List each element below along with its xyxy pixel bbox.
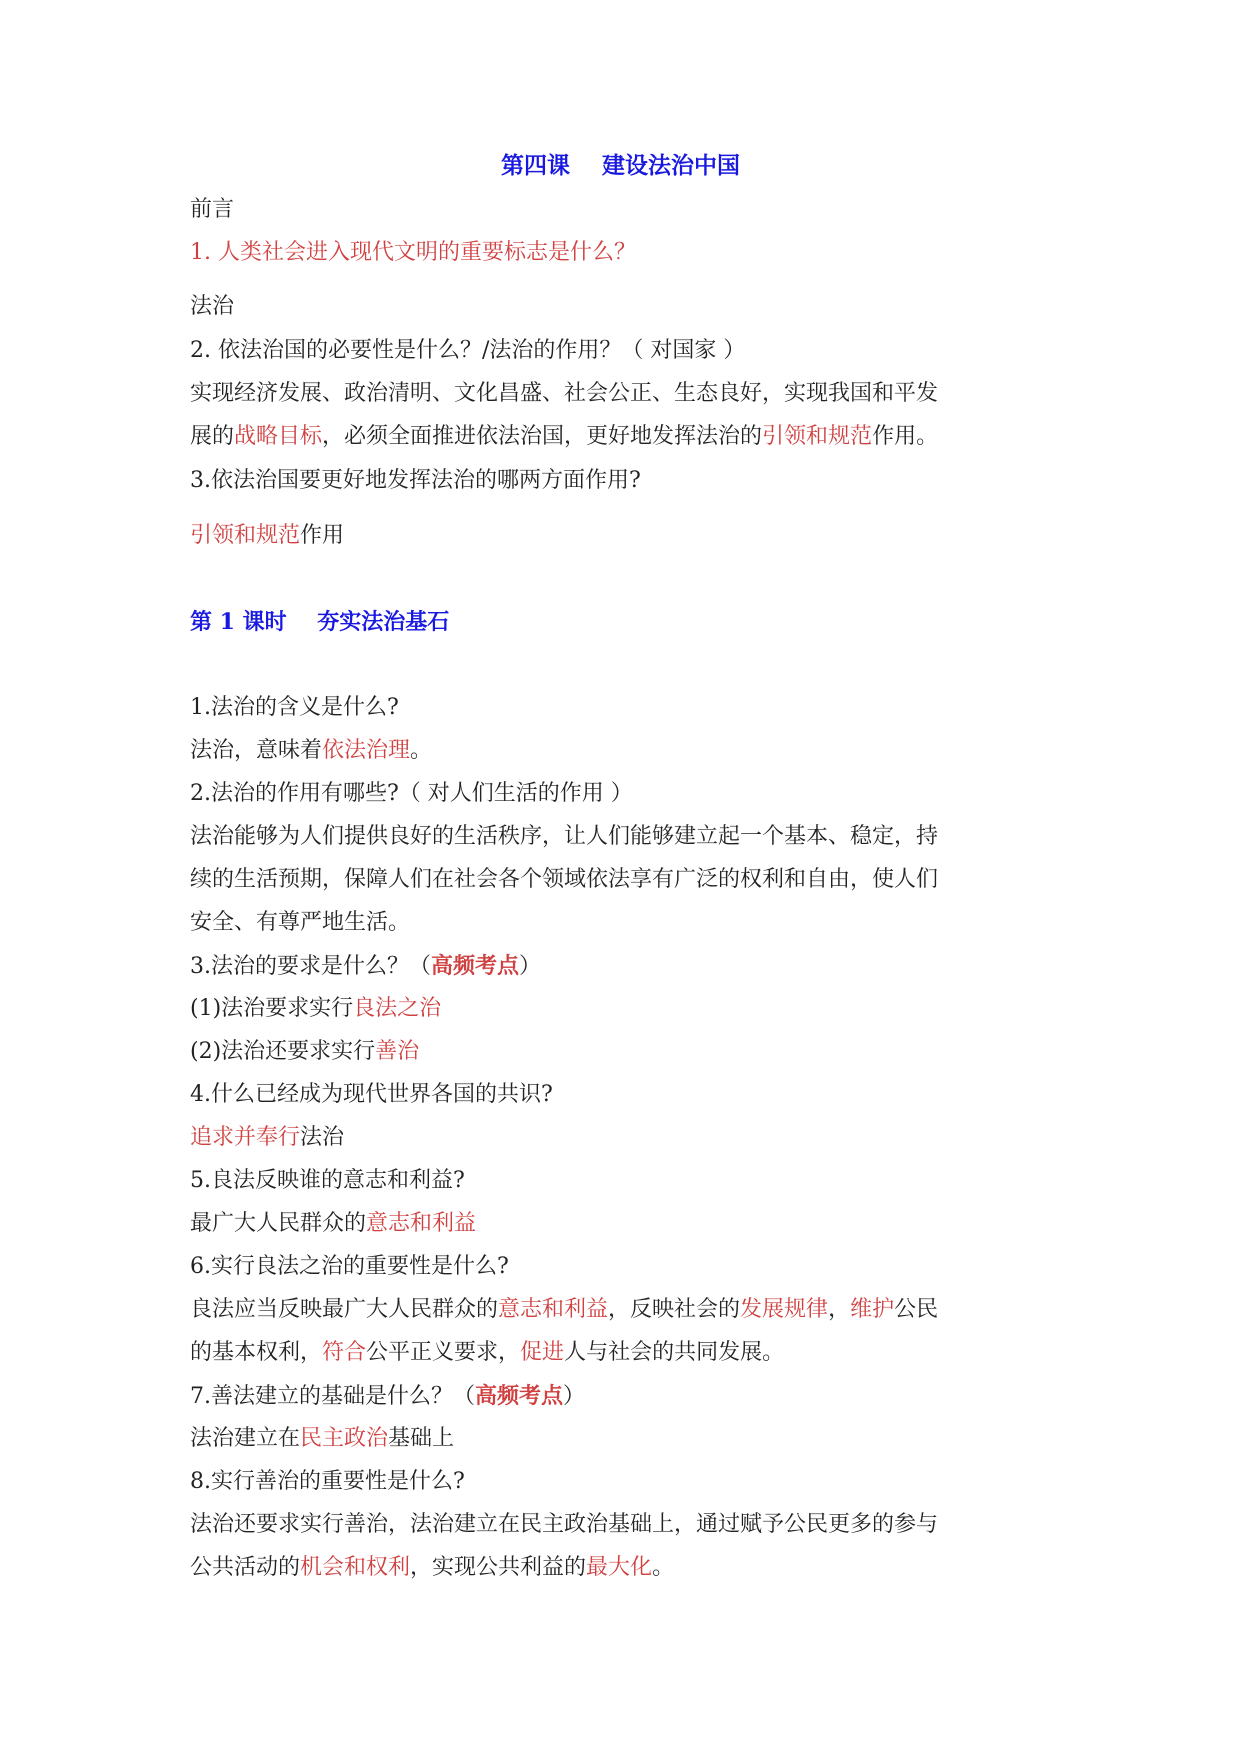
lesson-question-2: 2.法治的作用有哪些?（ 对人们生活的作用 ）	[190, 781, 633, 806]
answer-3: 引领和规范作用	[190, 523, 345, 548]
answer-2-line-2: 展的战略目标，必须全面推进依法治国，更好地发挥法治的引领和规范作用。	[190, 424, 939, 449]
lesson-question-7: 7.善法建立的基础是什么？（高频考点）	[190, 1383, 586, 1409]
lesson-answer-3-item-1: (1)法治要求实行良法之治	[190, 996, 442, 1021]
lesson-answer-5: 最广大人民群众的意志和利益	[190, 1211, 477, 1236]
key-point-badge: 高频考点	[475, 1383, 564, 1409]
section-heading: 第 1 课时 夯实法治基石	[190, 609, 450, 635]
lesson-answer-1: 法治，意味着依法治理。	[190, 738, 433, 763]
lesson-question-5: 5.良法反映谁的意志和利益?	[190, 1168, 465, 1193]
lesson-question-8: 8.实行善治的重要性是什么?	[190, 1469, 465, 1494]
lesson-question-4: 4.什么已经成为现代世界各国的共识?	[190, 1082, 553, 1107]
preface-heading: 前言	[190, 197, 235, 222]
lesson-question-1: 1.法治的含义是什么?	[190, 695, 399, 720]
page-title: 第四课 建设法治中国	[500, 152, 741, 179]
lesson-answer-6-line-1: 良法应当反映最广大人民群众的意志和利益，反映社会的发展规律，维护公民	[190, 1297, 939, 1322]
lesson-answer-7: 法治建立在民主政治基础上	[190, 1426, 455, 1451]
lesson-answer-6-line-2: 的基本权利，符合公平正义要求，促进人与社会的共同发展。	[190, 1340, 785, 1365]
question-2: 2. 依法治国的必要性是什么？/法治的作用？（ 对国家 ）	[190, 338, 746, 363]
lesson-answer-3-item-2: (2)法治还要求实行善治	[190, 1039, 420, 1064]
key-point-badge: 高频考点	[431, 953, 520, 979]
lesson-question-3: 3.法治的要求是什么？（高频考点）	[190, 953, 542, 979]
question-1: 1. 人类社会进入现代文明的重要标志是什么？	[190, 240, 636, 265]
lesson-answer-2-line-2: 续的生活预期，保障人们在社会各个领域依法享有广泛的权利和自由，使人们	[190, 867, 939, 892]
lesson-question-6: 6.实行良法之治的重要性是什么?	[190, 1254, 509, 1279]
lesson-answer-2-line-3: 安全、有尊严地生活。	[190, 910, 411, 935]
answer-1: 法治	[190, 294, 235, 319]
lesson-answer-8-line-1: 法治还要求实行善治，法治建立在民主政治基础上，通过赋予公民更多的参与	[190, 1512, 939, 1537]
lesson-answer-2-line-1: 法治能够为人们提供良好的生活秩序，让人们能够建立起一个基本、稳定，持	[190, 824, 939, 849]
lesson-answer-8-line-2: 公共活动的机会和权利，实现公共利益的最大化。	[190, 1555, 675, 1580]
answer-2-line-1: 实现经济发展、政治清明、文化昌盛、社会公正、生态良好，实现我国和平发	[190, 381, 939, 406]
lesson-answer-4: 追求并奉行法治	[190, 1125, 345, 1150]
question-3: 3.依法治国要更好地发挥法治的哪两方面作用?	[190, 468, 641, 493]
